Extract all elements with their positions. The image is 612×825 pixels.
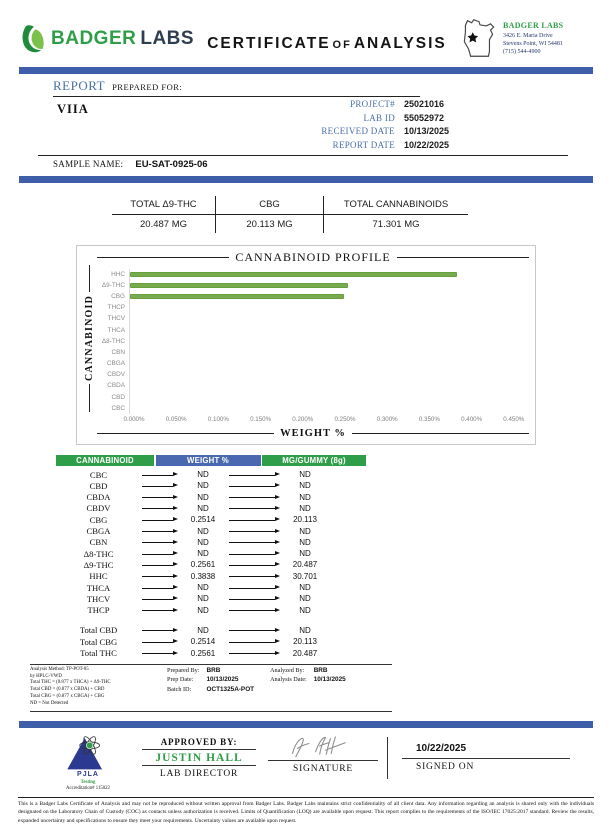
chart-row — [97, 324, 529, 335]
chart-category-label: THCP — [107, 304, 125, 312]
signature-icon — [277, 732, 369, 760]
mg-per-gummy-value: ND — [299, 594, 311, 604]
chart-category-label: CBC — [111, 404, 125, 412]
cannabinoid-profile-chart — [76, 245, 536, 445]
lab-info-block — [503, 21, 563, 56]
weight-percent-value: ND — [197, 470, 209, 480]
results-table — [56, 455, 366, 659]
chart-category-label: HHC — [111, 270, 125, 278]
chart-main — [97, 249, 529, 442]
flow-arrow — [141, 625, 178, 636]
chart-category-label: CBGA — [106, 360, 125, 368]
signed-on-label: SIGNED ON — [416, 761, 475, 772]
mg-per-gummy-value: 20.487 — [292, 648, 318, 658]
table-row — [56, 525, 366, 536]
title-line-left — [97, 257, 229, 258]
mg-per-gummy-value: 30.701 — [292, 571, 318, 581]
flow-arrow — [228, 548, 280, 559]
pjla-accreditation-number: Accreditation# 115022 — [66, 785, 110, 791]
chart-row — [97, 392, 529, 403]
lab-address-line1: 3426 E. Maria Drive — [503, 33, 553, 40]
flow-arrow — [141, 647, 178, 658]
table-row — [56, 582, 366, 593]
mg-per-gummy-value: ND — [299, 605, 311, 615]
pjla-logo-icon — [64, 733, 112, 771]
mg-per-gummy-value: 20.113 — [293, 515, 317, 525]
lab-name: BADGER LABS — [503, 21, 564, 31]
mg-per-gummy-value: ND — [299, 583, 311, 593]
total-cbg-header: CBG — [215, 196, 324, 215]
flow-arrow — [141, 480, 178, 491]
totals-summary — [112, 196, 468, 233]
chart-row — [97, 269, 529, 280]
approver-block — [142, 737, 256, 779]
chart-row — [97, 280, 529, 291]
chart-category-label: CBDA — [107, 382, 125, 390]
flow-arrow — [228, 647, 280, 658]
chart-category-label: CBDV — [107, 371, 125, 379]
chart-category-label: Δ8-THC — [101, 337, 125, 345]
table-row — [56, 492, 366, 503]
field-label-report-date: REPORT DATE — [332, 139, 395, 150]
field-value-lab-id: 55052972 — [404, 112, 445, 123]
x-label-line-left — [97, 433, 274, 434]
flow-arrow — [141, 525, 178, 536]
chart-row — [97, 313, 529, 324]
x-tick-label: 0.000% — [123, 415, 145, 423]
logo-text-labs: LABS — [140, 28, 195, 49]
mg-per-gummy-value: ND — [299, 481, 311, 491]
x-tick-label: 0.450% — [503, 415, 525, 423]
results-table-body — [56, 469, 366, 659]
x-tick-label: 0.050% — [165, 415, 187, 423]
analyte-name: CBDA — [86, 492, 111, 503]
analyte-name: THCA — [86, 582, 111, 593]
report-heading-word: REPORT — [53, 78, 106, 93]
flow-arrow — [228, 571, 280, 582]
title-part-certificate: CERTIFICATE — [207, 35, 331, 52]
x-tick-label: 0.100% — [207, 415, 229, 423]
weight-percent-value: ND — [197, 594, 209, 604]
field-value-received-date: 10/13/2025 — [404, 126, 450, 136]
logo-text — [51, 28, 194, 50]
pjla-org-text: PJLA — [77, 770, 99, 778]
analyte-name: Total THC — [80, 648, 117, 659]
signature-label: SIGNATURE — [268, 760, 378, 774]
flow-arrow — [228, 537, 280, 548]
flow-arrow — [141, 593, 178, 604]
analysis-info — [270, 667, 346, 708]
total-d9-thc-value: 20.487 MG — [140, 218, 187, 230]
chart-bar-track — [129, 280, 529, 291]
total-cannabinoids-header: TOTAL CANNABINOIDS — [324, 196, 468, 215]
table-group-spacer — [56, 616, 366, 625]
mg-per-gummy-value: 20.487 — [292, 560, 318, 570]
prepared-for-label: PREPARED FOR: — [112, 82, 183, 92]
title-line-right — [397, 257, 529, 258]
sample-name-row — [38, 155, 568, 176]
y-axis-line-top — [89, 265, 90, 293]
chart-bar-track — [129, 336, 529, 347]
table-row — [56, 605, 366, 616]
analyte-name: Δ8-THC — [83, 548, 114, 559]
signed-on-block — [402, 732, 570, 772]
chart-y-axis — [81, 249, 97, 442]
flow-arrow — [228, 469, 280, 480]
badger-icon — [20, 24, 46, 54]
sample-name-value: EU-SAT-0925-06 — [135, 158, 208, 170]
signed-date: 10/22/2025 — [402, 732, 570, 759]
badger-labs-logo — [20, 24, 196, 54]
weight-percent-value: ND — [197, 492, 209, 502]
report-body — [20, 99, 592, 150]
sample-name-label: SAMPLE NAME: — [53, 158, 124, 169]
weight-percent-value: 0.2561 — [190, 560, 216, 570]
divider-bar-report-bottom — [19, 176, 593, 183]
field-label-received-date: RECEIVED DATE — [321, 126, 395, 136]
mg-per-gummy-value: ND — [299, 492, 311, 502]
weight-percent-value: 0.3838 — [190, 571, 216, 581]
mg-per-gummy-value: ND — [299, 537, 311, 547]
chart-category-label: CBG — [111, 292, 125, 300]
flow-arrow — [228, 582, 280, 593]
flow-arrow — [141, 559, 178, 570]
divider-bar-approval — [19, 721, 593, 728]
weight-percent-value: ND — [197, 625, 209, 635]
method-notes — [30, 667, 154, 708]
table-row — [56, 469, 366, 480]
chart-row — [97, 291, 529, 302]
prep-date-value: 10/13/2025 — [206, 676, 239, 684]
table-row — [56, 559, 366, 570]
prepared-by-value: BRB — [206, 666, 221, 674]
weight-percent-value: ND — [197, 526, 209, 536]
pjla-division-text: Testing — [80, 779, 96, 785]
disclaimer-text: This is a Badger Labs Certificate of Analysis and may not be reproduced without written approval from Badger Labs. Badger Labs maintains strict confidentiality of all client data. Any information regarding an analysis is shared only with the individuals designated on the Laboratory Chain of Custody (COC) as contacts unless authorization is received. Limits of Quantification (LOQ) are available upon request. This report complies to the requirements of the ISO/IEC 17025:2017 standard. Review the results, expanded uncertainty and specifications to ensure they meet your requirements. Uncertainty values are available upon request. — [18, 797, 594, 825]
chart-bar-track — [129, 380, 529, 391]
table-row — [56, 636, 366, 647]
table-row — [56, 514, 366, 525]
weight-percent-value: ND — [197, 503, 209, 513]
total-d9-thc-header: TOTAL Δ9-THC — [112, 196, 215, 215]
approver-name: JUSTIN HALL — [142, 750, 256, 766]
weight-percent-value: ND — [197, 605, 209, 615]
method-note-line: Analysis Method: TP-POT-05 — [30, 666, 89, 672]
chart-category-label: CBN — [111, 348, 125, 356]
client-name: VIIA — [57, 102, 89, 116]
document-title — [196, 25, 458, 53]
weight-percent-value: ND — [197, 583, 209, 593]
chart-title-row — [97, 250, 529, 265]
analyzed-by-value: BRB — [313, 666, 328, 674]
weight-percent-value: ND — [197, 481, 209, 491]
table-row — [56, 647, 366, 658]
x-tick-label: 0.400% — [461, 415, 483, 423]
analyte-name: CBDV — [86, 503, 111, 514]
chart-row — [97, 347, 529, 358]
analysis-footer-notes — [30, 664, 392, 712]
chart-bar — [130, 294, 344, 299]
analyte-name: Total CBD — [79, 625, 118, 636]
flow-arrow — [228, 492, 280, 503]
report-section — [0, 74, 612, 176]
chart-bar-track — [129, 392, 529, 403]
chart-category-label: CBD — [111, 393, 125, 401]
analyte-name: CBGA — [86, 526, 111, 537]
field-value-report-date: 10/22/2025 — [404, 139, 450, 150]
flow-arrow — [141, 537, 178, 548]
lab-address-card — [458, 16, 592, 62]
column-header-weight-percent: WEIGHT % — [156, 455, 261, 466]
table-row — [56, 480, 366, 491]
mg-per-gummy-value: ND — [299, 503, 311, 513]
analyte-name: Total CBG — [79, 636, 118, 647]
signature-block — [268, 732, 378, 774]
table-row — [56, 503, 366, 514]
flow-arrow — [141, 503, 178, 514]
chart-plot-area — [97, 269, 529, 414]
weight-percent-value: 0.2514 — [190, 637, 216, 647]
chart-bar-track — [129, 403, 529, 414]
analyte-name: CBC — [89, 469, 108, 480]
field-label-lab-id: LAB ID — [363, 112, 395, 123]
chart-row — [97, 403, 529, 414]
analyte-name: CBN — [89, 537, 108, 548]
x-tick-label: 0.200% — [292, 415, 314, 423]
analyte-name: CBG — [89, 514, 108, 525]
chart-bar-track — [129, 369, 529, 380]
flow-arrow — [228, 525, 280, 536]
chart-row — [97, 380, 529, 391]
chart-category-label: THCV — [107, 315, 125, 323]
chart-row — [97, 358, 529, 369]
chart-title: CANNABINOID PROFILE — [235, 249, 391, 264]
chart-bar-track — [129, 324, 529, 335]
method-note-line: by HPLC-VWD — [30, 673, 62, 679]
analyte-name: Δ9-THC — [83, 559, 114, 570]
flow-arrow — [141, 571, 178, 582]
column-header-cannabinoid: CANNABINOID — [56, 455, 154, 466]
total-cbg-value: 20.113 MG — [215, 215, 324, 233]
chart-y-axis-label: CANNABINOID — [83, 295, 95, 382]
chart-bar-track — [129, 313, 529, 324]
field-label-project: PROJECT# — [350, 99, 395, 109]
chart-bar — [130, 283, 348, 288]
flow-arrow — [228, 503, 280, 514]
title-part-of: OF — [332, 39, 352, 51]
flow-arrow — [228, 514, 280, 525]
chart-row — [97, 369, 529, 380]
approver-title: LAB DIRECTOR — [159, 768, 239, 779]
weight-percent-value: 0.2561 — [190, 648, 216, 658]
analysis-date-value: 10/13/2025 — [313, 676, 346, 684]
x-tick-label: 0.350% — [418, 415, 440, 423]
flow-arrow — [141, 492, 178, 503]
weight-percent-value: ND — [197, 537, 209, 547]
method-note-line: Total CBD = (0.877 x CBDA) + CBD — [30, 687, 105, 693]
report-fields — [321, 99, 482, 150]
chart-x-axis-ticks — [123, 415, 529, 426]
flow-arrow — [228, 480, 280, 491]
flow-arrow — [228, 625, 280, 636]
divider-bar-header — [19, 67, 593, 74]
table-row — [56, 571, 366, 582]
chart-bar — [130, 272, 457, 277]
prep-info — [167, 667, 254, 708]
analyte-name: HHC — [89, 571, 108, 582]
flow-arrow — [141, 582, 178, 593]
x-tick-label: 0.150% — [250, 415, 272, 423]
chart-bar-track — [129, 269, 529, 280]
flow-arrow — [141, 636, 178, 647]
weight-percent-value: ND — [197, 549, 209, 559]
chart-bar-track — [129, 358, 529, 369]
lab-address-line2: Stevens Point, WI 54481 — [503, 41, 563, 48]
approved-by-label: APPROVED BY: — [142, 737, 256, 750]
report-heading — [53, 77, 420, 97]
pjla-accreditation-seal — [48, 733, 128, 792]
analysis-date-label: Analysis Date: — [270, 676, 307, 684]
analyte-name: CBD — [89, 480, 108, 491]
x-tick-label: 0.300% — [376, 415, 398, 423]
flow-arrow — [228, 605, 280, 616]
mg-per-gummy-value: ND — [299, 549, 311, 559]
mg-per-gummy-value: ND — [299, 625, 311, 635]
chart-category-label: THCA — [107, 326, 125, 334]
flow-arrow — [141, 469, 178, 480]
batch-id-label: Batch ID: — [167, 685, 192, 693]
field-value-project: 25021016 — [404, 99, 445, 109]
chart-row — [97, 302, 529, 313]
approval-section — [30, 732, 582, 792]
flow-arrow — [141, 514, 178, 525]
title-part-analysis: ANALYSIS — [353, 35, 447, 52]
header — [0, 0, 612, 67]
flow-arrow — [141, 548, 178, 559]
analyte-name: THCV — [86, 593, 111, 604]
prep-date-label: Prep Date: — [167, 676, 194, 684]
y-axis-line-bottom — [89, 384, 90, 412]
chart-x-label-row — [97, 428, 529, 439]
flow-arrow — [228, 593, 280, 604]
mg-per-gummy-value: 20.113 — [293, 637, 317, 647]
approval-divider — [387, 737, 388, 779]
table-row — [56, 537, 366, 548]
prepared-by-label: Prepared By: — [167, 666, 200, 674]
column-header-mg-gummy: MG/GUMMY (8g) — [262, 455, 366, 466]
method-note-line: Total CBG = (0.877 x CBGA) + CBG — [30, 694, 105, 700]
chart-category-label: Δ9-THC — [101, 281, 125, 289]
weight-percent-value: 0.2514 — [190, 515, 216, 525]
analyte-name: THCP — [87, 605, 110, 616]
mg-per-gummy-value: ND — [299, 526, 311, 536]
flow-arrow — [141, 605, 178, 616]
x-label-line-right — [352, 433, 529, 434]
chart-bar-track — [129, 291, 529, 302]
flow-arrow — [228, 559, 280, 570]
logo-text-badger: BADGER — [51, 28, 137, 49]
batch-id-value: OCT1325A-POT — [206, 685, 255, 693]
wisconsin-map-icon — [458, 16, 500, 62]
analyzed-by-label: Analyzed By: — [270, 666, 305, 674]
table-row — [56, 625, 366, 636]
mg-per-gummy-value: ND — [299, 470, 311, 480]
x-tick-label: 0.250% — [334, 415, 356, 423]
table-row — [56, 593, 366, 604]
flow-arrow — [228, 636, 280, 647]
results-table-header — [56, 455, 366, 466]
total-cannabinoids-value: 71.301 MG — [372, 218, 420, 230]
chart-x-axis-label: WEIGHT % — [280, 427, 346, 439]
chart-bar-track — [129, 302, 529, 313]
lab-phone: (715) 544-4900 — [503, 49, 541, 56]
chart-row — [97, 336, 529, 347]
method-note-line: ND = Not Detected — [30, 700, 69, 706]
method-note-line: Total THC = (0.877 x THCA) + Δ9-THC — [30, 680, 111, 686]
table-row — [56, 548, 366, 559]
chart-bar-track — [129, 347, 529, 358]
